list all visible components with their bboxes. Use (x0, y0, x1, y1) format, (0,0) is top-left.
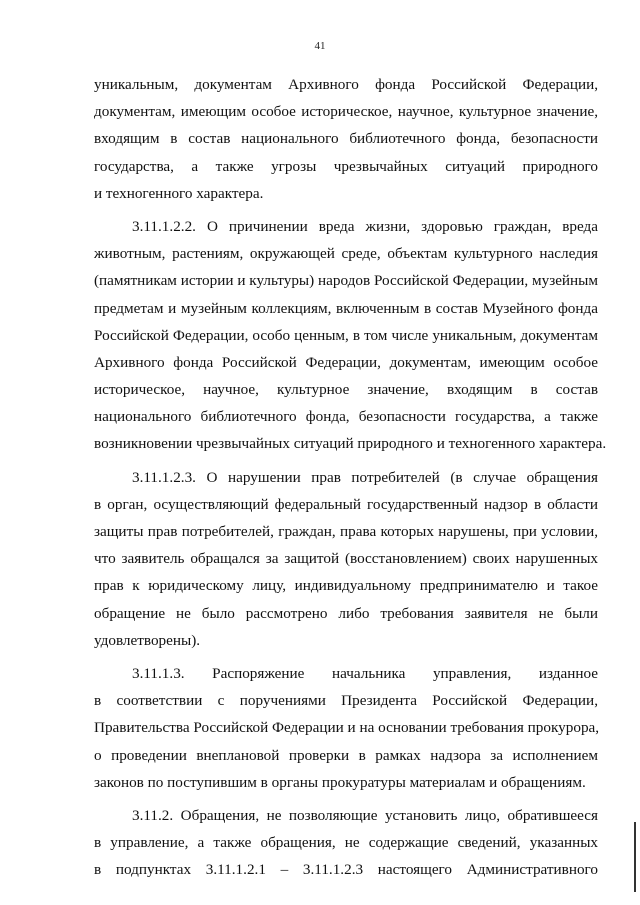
text-line: защиты прав потребителей, граждан, права которых нарушены, при условии, (94, 523, 598, 540)
text-line: животным, растениям, окружающей среде, объектам культурного наследия (94, 245, 598, 263)
paragraph-3-11-2 (94, 802, 598, 884)
text-line: что заявитель обращался за защитой (восстановлением) своих нарушенных (94, 550, 598, 568)
text-line: 3.11.1.2.2. О причинении вреда жизни, здоровью граждан, вреда (132, 217, 598, 235)
text-line: (памятникам истории и культуры) народов Российской Федерации, музейным (94, 272, 598, 290)
text-line: 3.11.2. Обращения, не позволяющие установить лицо, обратившееся (132, 806, 598, 824)
text-line: уникальным, документам Архивного фонда Российской Федерации, (94, 76, 598, 93)
text-line: о проведении внеплановой проверки в рамках надзора за исполнением (94, 746, 598, 764)
text-line: удовлетворены). (94, 631, 201, 649)
paragraph-3-11-1-2-3 (94, 464, 598, 654)
text-line: историческое, научное, культурное значение, входящим в состав (94, 381, 598, 399)
text-line: Архивного фонда Российской Федерации, документам, имеющим особое (94, 353, 598, 371)
scan-edge-mark (634, 822, 636, 892)
text-line: Российской Федерации, особо ценным, в том числе уникальным, документам (94, 326, 598, 344)
text-line: законов по поступившим в органы прокуратуры материалам и обращениям. (94, 773, 586, 791)
text-line: 3.11.1.3. Распоряжение начальника управления, изданное (132, 664, 598, 682)
text-line: национального библиотечного фонда, безопасности государства, а также (94, 408, 598, 426)
page-number: 41 (314, 40, 326, 52)
text-line: и техногенного характера. (94, 184, 264, 202)
text-line: в орган, осуществляющий федеральный государственный надзор в области (94, 495, 598, 513)
text-line: обращение не было рассмотрено либо требования заявителя не были (94, 604, 598, 622)
text-line: в подпунктах 3.11.1.2.1 – 3.11.1.2.3 настоящего Административного (94, 861, 598, 879)
text-line: 3.11.1.2.3. О нарушении прав потребителей (в случае обращения (132, 468, 598, 486)
text-line: в соответствии с поручениями Президента Российской Федерации, (94, 692, 598, 710)
text-line: предметам и музейным коллекциям, включенным в состав Музейного фонда (94, 299, 598, 317)
paragraph-3-11-1-3 (94, 660, 598, 796)
text-line: возникновении чрезвычайных ситуаций природного и техногенного характера. (94, 435, 607, 453)
document-body (94, 71, 607, 889)
text-line: прав к юридическому лицу, индивидуальному предпринимателю и такое (94, 577, 598, 595)
text-line: входящим в состав национального библиотечного фонда, безопасности (94, 130, 598, 148)
paragraph-3-11-1-2-2 (94, 213, 607, 458)
text-line: государства, а также угрозы чрезвычайных ситуаций природного (94, 157, 598, 175)
text-line: документам, имеющим особое историческое, научное, культурное значение, (94, 103, 598, 121)
paragraph-continuation (94, 71, 598, 207)
text-line: Правительства Российской Федерации и на основании требования прокурора, (94, 719, 600, 737)
text-line: в управление, а также обращения, не содержащие сведений, указанных (94, 834, 598, 852)
